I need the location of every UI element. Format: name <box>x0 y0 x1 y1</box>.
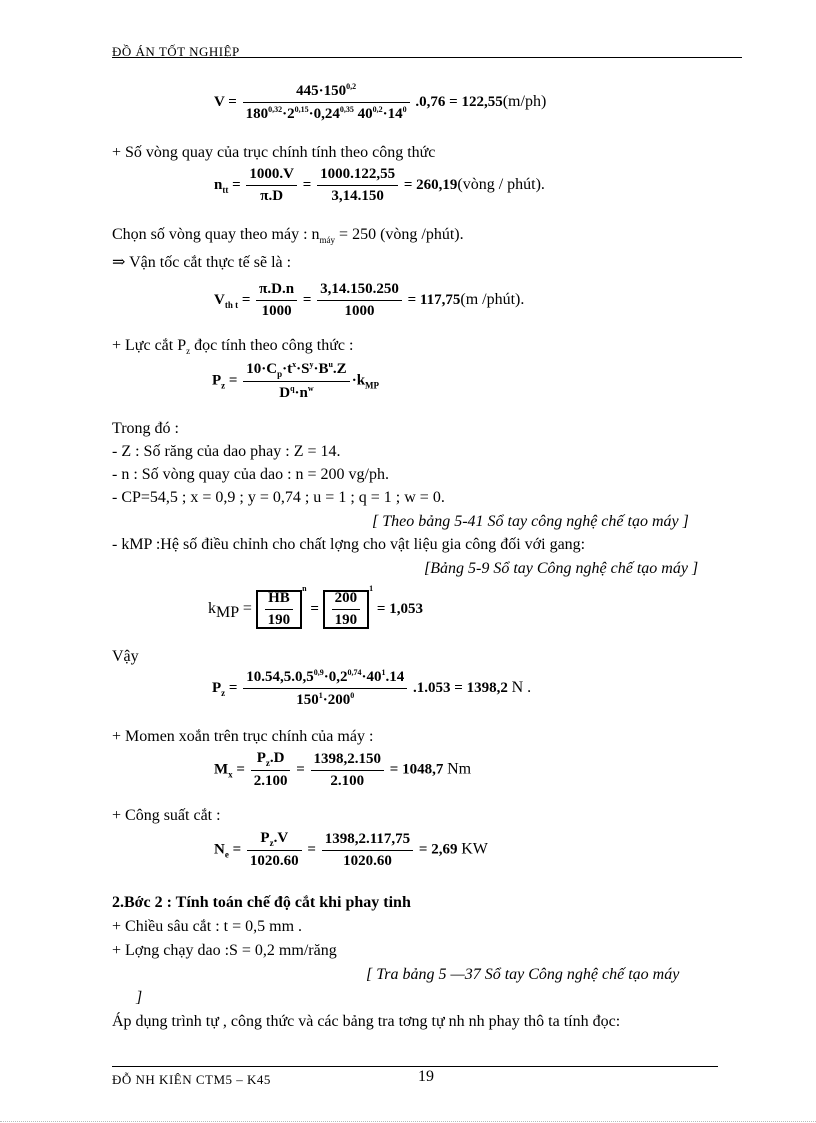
eq-v-result: .0,76 = 122,55 <box>415 93 503 110</box>
equation-spindle-speed: $n_{tt}$ = $\frac{1000.V}{\pi.D}$ = $\frac{1000.122,55}{3,14.150}$ = 260,19(vòng / phút). <box>214 166 545 204</box>
document-header: ĐỒ ÁN TỐT NGHIỆP <box>112 44 240 59</box>
reference-table-5-37-close: ] <box>136 989 143 1006</box>
eq-v-unit: (m/ph) <box>502 92 547 110</box>
eq-v-fraction: $\frac{445\cdot 150^{0,2}}{180^{0,32}\cdot 2^{0,15}\cdot 0,24^{0,35} 40^{0,2}\cdot 14^0}$ <box>243 82 410 123</box>
page-number: 19 <box>418 1068 434 1085</box>
text-cutting-force: + Lực cắt $P_z$ đọc tính theo công thức : <box>112 337 354 357</box>
equation-cutting-power: $N_e$ = $\frac{P_z.V}{1020.60}$ = $\frac{1398,2.117,75}{1020.60}$ = 2,69 KW <box>214 830 488 869</box>
text-choose-speed: Chọn số vòng quay theo máy : $n_{máy} = 250$ (vòng /phút). <box>112 226 464 246</box>
footer-author: ĐỖ NH KIÊN CTM5 – K45 <box>112 1072 271 1087</box>
text-speed-intro: + Số vòng quay của trục chính tính theo công thức <box>112 144 436 161</box>
text-actual-speed: ⇒ Vận tốc cắt thực tế sẽ là : <box>112 254 292 271</box>
equation-kmp: $k_{MP}$ = $\frac{HB}{190}$ $^n$ = $\frac{200}{190}$ $^1$ = 1,053 <box>208 584 423 629</box>
text-vay: Vậy <box>112 648 139 665</box>
text-apply: Áp dụng trình tự , công thức và các bảng tra tơng tự nh nh phay thô ta tính đọc: <box>112 1013 621 1030</box>
text-step2-depth: + Chiều sâu cắt : t = 0,5 mm . <box>112 918 303 935</box>
equation-cutting-force: $P_z$ = $\frac{10\cdot C_p\cdot t^x\cdot S^y\cdot B^u.Z}{D^q\cdot n^w}$ $\cdot k_{MP}$ <box>212 360 380 401</box>
page-edge-divider <box>0 1121 816 1122</box>
equation-torque: $M_x$ = $\frac{P_z.D}{2.100}$ = $\frac{1398,2.150}{2.100}$ = 1048,7 Nm <box>214 750 472 789</box>
equation-cutting-speed <box>214 82 546 123</box>
text-item-cp: - CP=54,5 ; x = 0,9 ; y = 0,74 ; u = 1 ; q = 1 ; w = 0. <box>112 489 445 506</box>
section-step2-title: 2.Bớc 2 : Tính toán chế độ cắt khi phay tinh <box>112 894 411 911</box>
text-item-z: - Z : Số răng của dao phay : Z = 14. <box>112 443 341 460</box>
reference-table-5-37: [ Tra bảng 5 —37 Sổ tay Công nghệ chế tạo máy <box>366 966 680 983</box>
arrow-right-icon: ⇒ <box>112 254 126 271</box>
reference-table-5-41: [ Theo bảng 5-41 Sổ tay công nghệ chế tạo máy ] <box>372 513 689 530</box>
footer-rule <box>112 1066 718 1067</box>
header-rule <box>112 57 742 58</box>
equation-actual-speed: $V_{th t}$ = $\frac{\pi.D.n}{1000}$ = $\frac{3,14.150.250}{1000}$ = 117,75(m /phút). <box>214 281 525 319</box>
reference-table-5-9: [Bảng 5-9 Sổ tay Công nghệ chế tạo máy ] <box>424 560 699 577</box>
eq-v-lhs: V = <box>214 93 237 110</box>
text-where: Trong đó : <box>112 420 179 437</box>
text-power-intro: + Công suất cắt : <box>112 807 221 824</box>
text-moment-intro: + Momen xoắn trên trục chính của máy : <box>112 728 374 745</box>
equation-cutting-force-value: $P_z$ = $\frac{10.54,5.0,5^{0,9}\cdot 0,2^{0,74}\cdot 40^1.14}{150^1\cdot 200^0}$ .1.053 = 1398,2 N . <box>212 668 532 708</box>
text-item-kmp: - kMP :Hệ số điều chỉnh cho chất lợng cho vật liệu gia công đối với gang: <box>112 536 586 553</box>
text-item-n: - n : Số vòng quay của dao : n = 200 vg/ph. <box>112 466 389 483</box>
text-step2-feed: + Lợng chạy dao :S = 0,2 mm/răng <box>112 942 337 959</box>
